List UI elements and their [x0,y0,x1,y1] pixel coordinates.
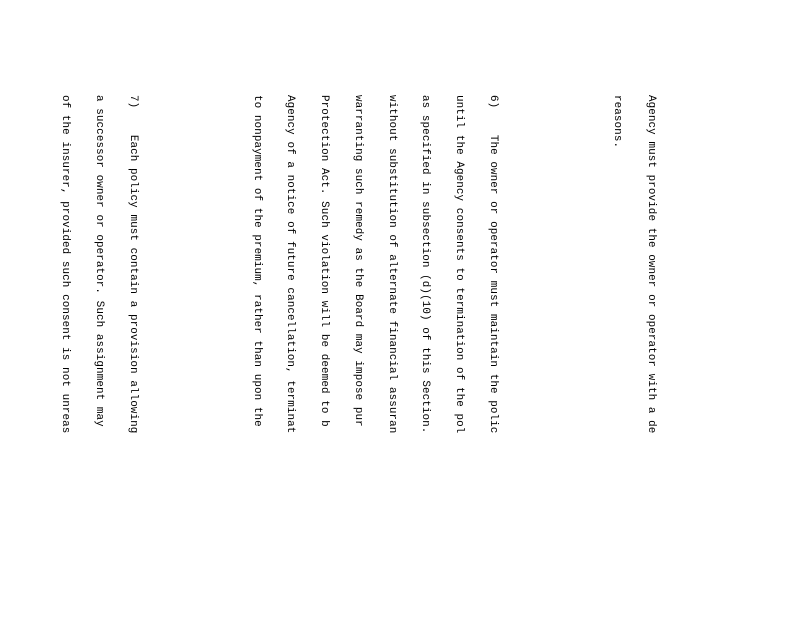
text-line: 7) Each policy must contain a provision allowing [126,95,139,434]
text-line: Agency of a notice of future cancellation, terminat [284,95,297,434]
text-line: Agency must provide the owner or operator with a de [644,95,657,434]
text-line: to nonpayment of the premium, rather than upon the [250,95,263,427]
paragraph-7 [37,95,161,615]
text-line: of the insurer, provided such consent is not unreas [59,95,72,434]
text-line: Protection Act. Such violation will be deemed to b [318,95,331,427]
paragraph-6 [228,95,521,615]
rotated-scanned-page [7,95,712,615]
text-line: without substitution of alternate financial assuran [385,95,398,434]
intro-paragraph [588,95,678,615]
text-line: until the Agency consents to termination of the pol [453,95,466,434]
text-line: 6) The owner or operator must maintain the polic [487,95,499,434]
text-line: as specified in subsection (d)(10) of this Section. [419,95,432,434]
text-line: reasons. [611,95,623,149]
text-line: warranting such remedy as the Board may impose pur [352,95,364,427]
text-line: a successor owner or operator. Such assignment may [93,95,105,427]
